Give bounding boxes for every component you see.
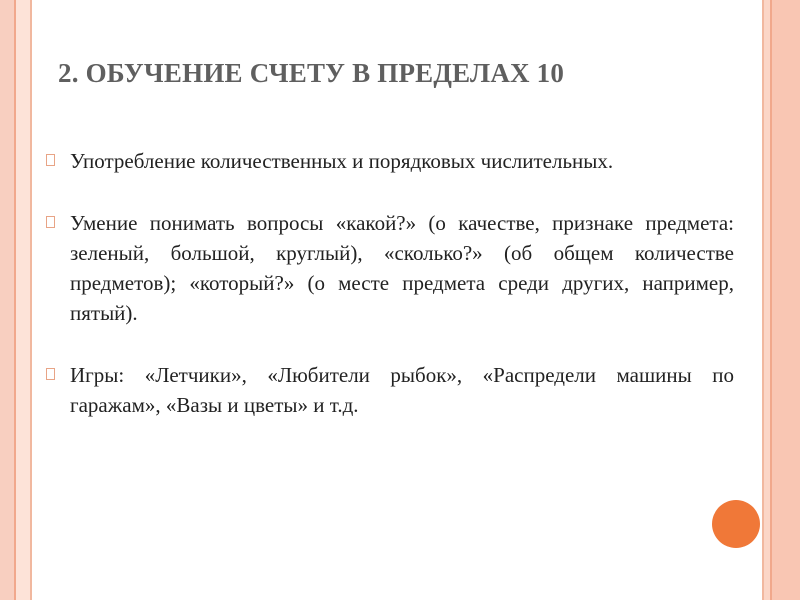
bullet-item — [46, 146, 734, 176]
bullet-marker-icon — [46, 154, 55, 166]
bullet-text: Умение понимать вопросы «какой?» (о качестве, признаке предмета: зеленый, большой, круглый), «сколько?» (об общем количестве предметов); «который?» (о месте предмета среди других, например, пятый). — [70, 211, 734, 325]
bullet-text: Употребление количественных и порядковых числительных. — [70, 149, 614, 173]
bullet-item — [46, 208, 734, 328]
left-stripe-inner — [16, 0, 30, 600]
orange-circle-decoration — [712, 500, 760, 548]
bullet-marker-icon — [46, 216, 55, 228]
bullet-item — [46, 360, 734, 420]
slide-title: 2. ОБУЧЕНИЕ СЧЕТУ В ПРЕДЕЛАХ 10 — [58, 58, 565, 88]
left-stripe-outer — [0, 0, 14, 600]
right-stripe-outer — [772, 0, 800, 600]
bullet-marker-icon — [46, 368, 55, 380]
bullet-text: Игры: «Летчики», «Любители рыбок», «Распредели машины по гаражам», «Вазы и цветы» и т.д. — [70, 363, 734, 417]
bullet-list — [46, 146, 734, 420]
left-stripe-line-inner — [30, 0, 32, 600]
